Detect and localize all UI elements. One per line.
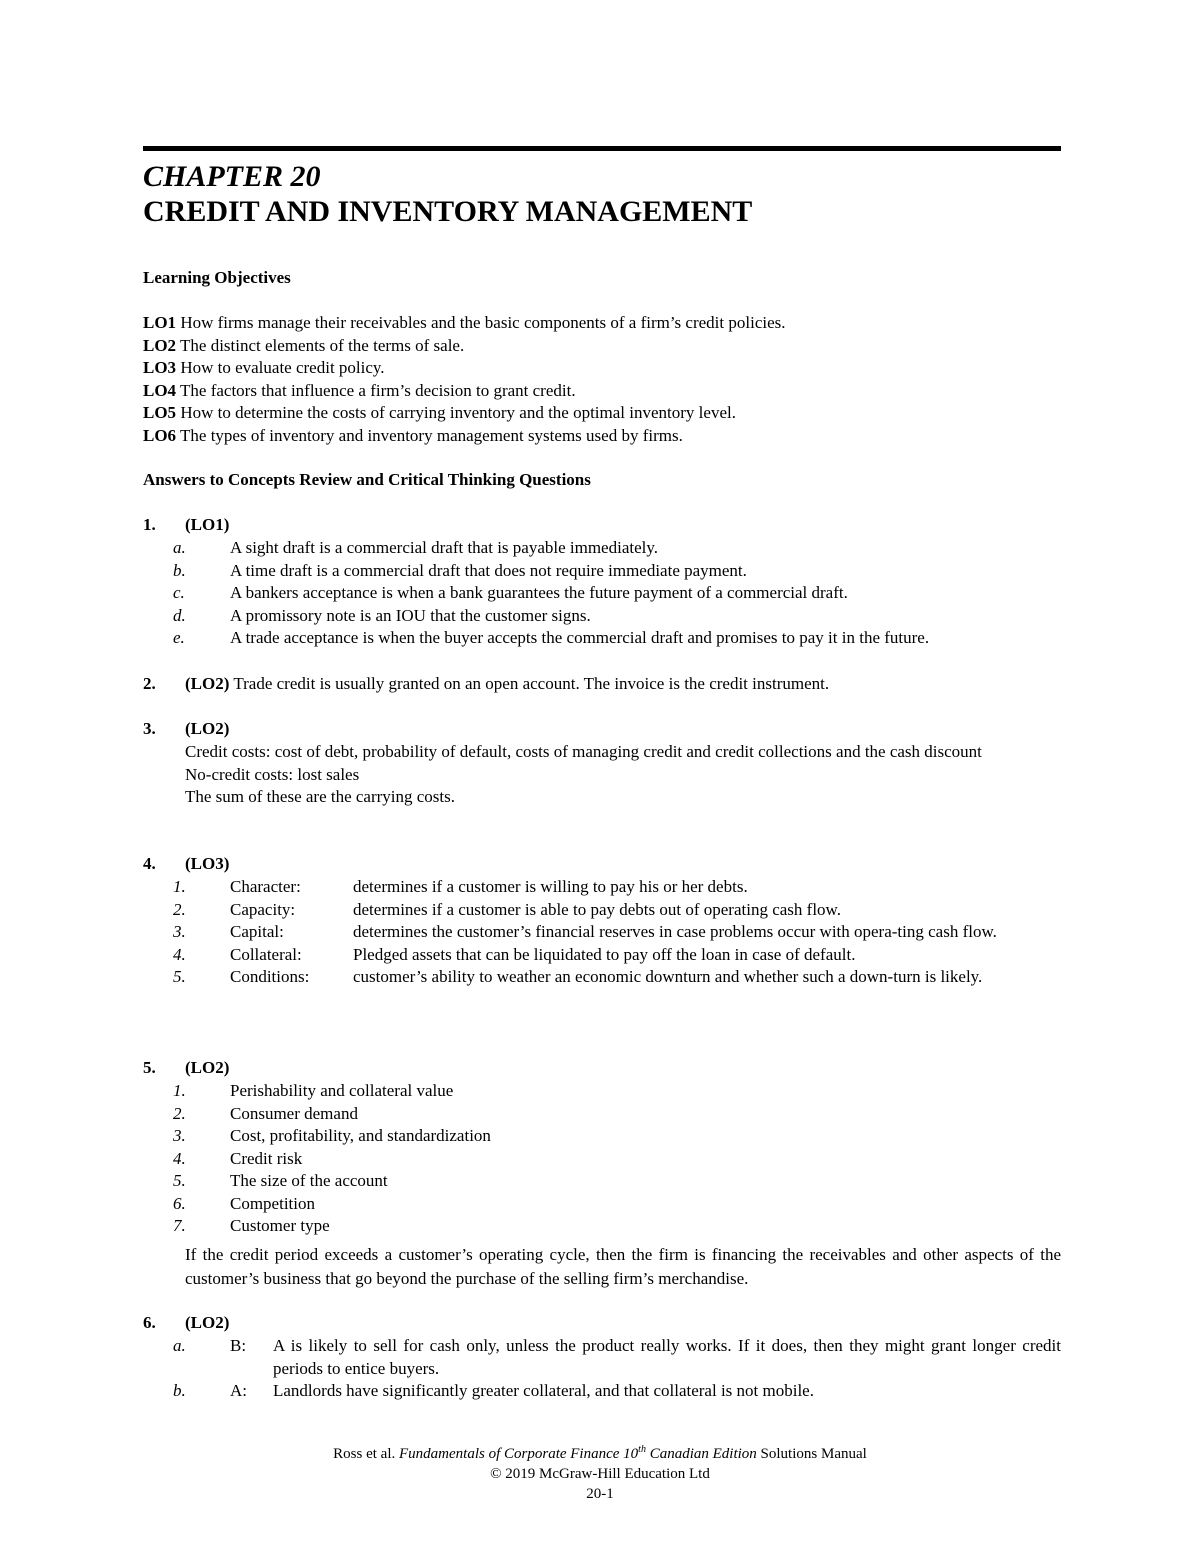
page-footer — [0, 1440, 1200, 1504]
answers-heading: Answers to Concepts Review and Critical Thinking Questions — [143, 470, 591, 489]
answer-list — [173, 1335, 1061, 1403]
chapter-number: CHAPTER 20 — [143, 160, 321, 193]
question-answer: (LO2) Trade credit is usually granted on an open account. The invoice is the credit instrument. — [185, 674, 830, 693]
list-item: 5. The size of the account — [173, 1171, 388, 1190]
question-number: 2. — [143, 674, 156, 693]
chapter-title: CREDIT AND INVENTORY MANAGEMENT — [143, 195, 753, 228]
question-lo-tag: (LO2) — [185, 1313, 230, 1332]
answer-paragraph: Credit costs: cost of debt, probability of default, costs of managing credit and credit collections and the cash discount No-credit costs: lost sales The sum of these are the carrying costs. — [185, 742, 982, 806]
answer-paragraph: If the credit period exceeds a customer’s operating cycle, then the firm is financing the receivables and other aspects of the customer’s business that go beyond the purchase of the selling firm’s merchandise. — [185, 1245, 1061, 1288]
list-item: 3. Cost, profitability, and standardization — [173, 1126, 491, 1145]
question-number: 6. — [143, 1313, 156, 1332]
list-item: 2. Consumer demand — [173, 1103, 358, 1123]
learning-objectives-heading: Learning Objectives — [143, 268, 291, 287]
list-item: 6. Competition — [173, 1193, 315, 1213]
question-number: 5. — [143, 1058, 156, 1077]
question-lo-tag: (LO1) — [185, 515, 230, 534]
question-lo-tag: (LO2) — [185, 719, 230, 738]
lo-item: LO5 How to determine the costs of carrying inventory and the optimal inventory level. — [143, 403, 736, 422]
footer-copyright: © 2019 McGraw-Hill Education Ltd — [490, 1466, 710, 1482]
list-item: 5. Conditions: customer’s ability to weather an economic downturn and whether such a down-turn is likely. — [173, 967, 983, 986]
lo-item: LO3 How to evaluate credit policy. — [143, 358, 385, 377]
list-item: c. A bankers acceptance is when a bank guarantees the future payment of a commercial draft. — [173, 583, 848, 602]
list-item: b. A: Landlords have significantly greater collateral, and that collateral is not mobile. — [173, 1381, 814, 1400]
list-item: a. A sight draft is a commercial draft that is payable immediately. — [173, 538, 659, 557]
list-item: 1. Character: determines if a customer is willing to pay his or her debts. — [173, 877, 748, 896]
question-number: 4. — [143, 854, 156, 873]
footer-citation: Ross et al. Fundamentals of Corporate Finance 10th Canadian Edition Solutions Manual — [333, 1444, 867, 1462]
question-number: 3. — [143, 719, 156, 738]
list-item: e. A trade acceptance is when the buyer accepts the commercial draft and promises to pay it in the future. — [173, 628, 930, 647]
list-item: a. B: A is likely to sell for cash only, unless the product really works. If it does, then they might grant longer credit periods to entice buyers. — [173, 1336, 1061, 1378]
top-rule — [143, 146, 1061, 151]
list-item: d. A promissory note is an IOU that the customer signs. — [173, 605, 591, 625]
learning-objectives-list — [143, 312, 786, 447]
lo-item: LO4 The factors that influence a firm’s decision to grant credit. — [143, 380, 576, 400]
list-item: 4. Collateral: Pledged assets that can be liquidated to pay off the loan in case of default. — [173, 944, 856, 964]
question-number: 1. — [143, 515, 156, 534]
list-item: b. A time draft is a commercial draft that does not require immediate payment. — [173, 560, 747, 580]
list-item: 4. Credit risk — [173, 1148, 303, 1168]
lo-item: LO1 How firms manage their receivables and the basic components of a firm’s credit policies. — [143, 313, 786, 332]
list-item: 1. Perishability and collateral value — [173, 1081, 454, 1100]
list-item: 7. Customer type — [173, 1216, 330, 1235]
question-lo-tag: (LO3) — [185, 854, 230, 873]
list-item: 2. Capacity: determines if a customer is able to pay debts out of operating cash flow. — [173, 899, 841, 919]
lo-item: LO2 The distinct elements of the terms of sale. — [143, 335, 465, 355]
answer-list — [173, 876, 1061, 989]
lo-item: LO6 The types of inventory and inventory management systems used by firms. — [143, 425, 683, 445]
list-item: 3. Capital: determines the customer’s financial reserves in case problems occur with opera-ting cash flow. — [173, 922, 997, 941]
page-number: 20-1 — [586, 1486, 614, 1502]
question-lo-tag: (LO2) — [185, 1058, 230, 1077]
answer-list — [173, 537, 1061, 650]
answer-list — [173, 1080, 1061, 1238]
